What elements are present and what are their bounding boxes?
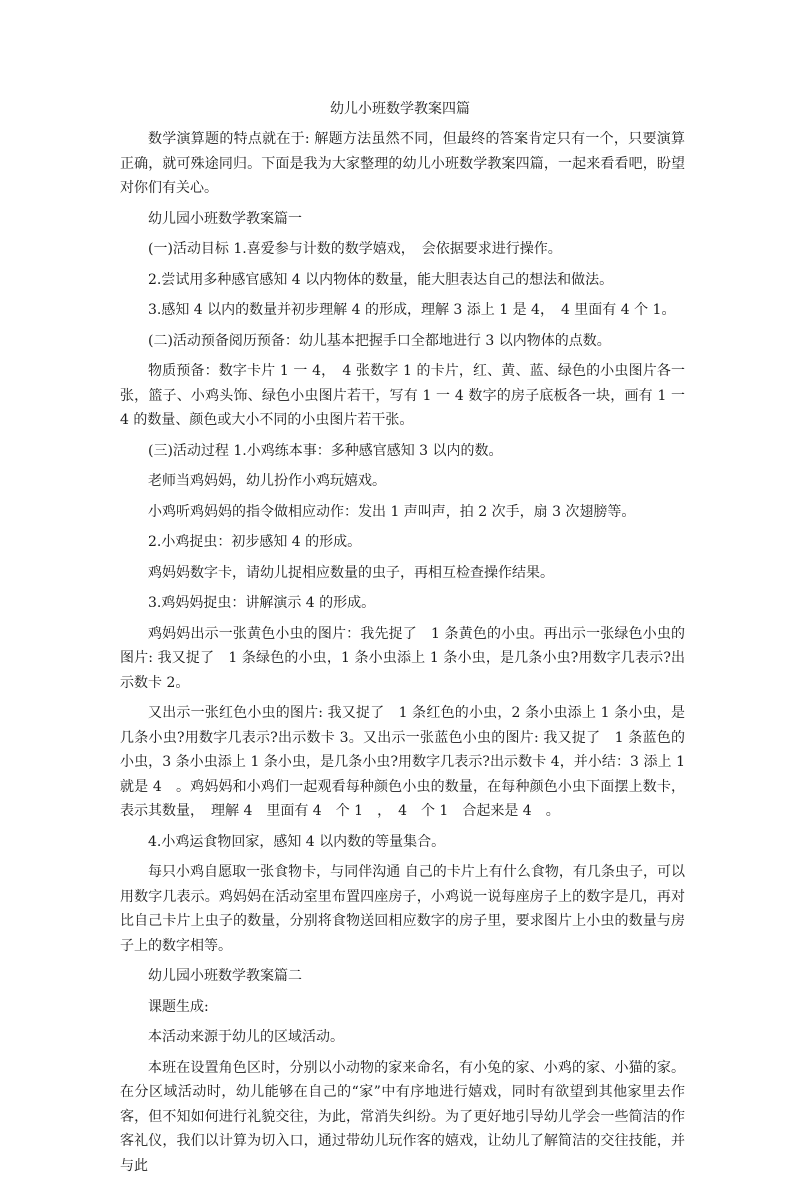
paragraph-goal-2: 2.尝试用多种感官感知 4 以内物体的数量，能大胆表达自己的想法和做法。 <box>120 268 685 293</box>
paragraph-number-cards: 鸡妈妈数字卡，请幼儿捉相应数量的虫子，再相互检查操作结果。 <box>120 561 685 586</box>
paragraph-process-1: (三)活动过程 1.小鸡练本事：多种感官感知 3 以内的数。 <box>120 439 685 464</box>
paragraph-process-2: 2.小鸡捉虫：初步感知 4 的形成。 <box>120 530 685 555</box>
paragraph-goal-1: (一)活动目标 1.喜爱参与计数的数学嬉戏， 会依据要求进行操作。 <box>120 237 685 262</box>
paragraph-teacher-role: 老师当鸡妈妈，幼儿扮作小鸡玩嬉戏。 <box>120 469 685 494</box>
paragraph-instructions: 小鸡听鸡妈妈的指令做相应动作：发出 1 声叫声，拍 2 次手，扇 3 次翅膀等。 <box>120 500 685 525</box>
paragraph-goal-3: 3.感知 4 以内的数量并初步理解 4 的形成，理解 3 添上 1 是 4， 4 里面有 4 个 1。 <box>120 298 685 323</box>
paragraph-food-cards: 每只小鸡自愿取一张食物卡，与同伴沟通 自己的卡片上有什么食物，有几条虫子，可以用数字几表示。鸡妈妈在活动室里布置四座房子，小鸡说一说每座房子上的数字是几，再对比自己卡片上虫子的数量，分别将食物送回相应数字的房子里，要求图片上小虫的数量与房子上的数字相等。 <box>120 860 685 958</box>
paragraph-topic-label: 课题生成: <box>120 995 685 1020</box>
document-title: 幼儿小班数学教案四篇 <box>0 99 800 119</box>
paragraph-process-4: 4.小鸡运食物回家，感知 4 以内数的等量集合。 <box>120 830 685 855</box>
paragraph-materials: 物质预备：数字卡片 1 一 4， 4 张数字 1 的卡片，红、黄、蓝、绿色的小虫图片各一张，篮子、小鸡头饰、绿色小虫图片若干，写有 1 一 4 数字的房子底板各一块，画有 1 一 4 的数量、颜色或大小不同的小虫图片若干张。 <box>120 359 685 433</box>
paragraph-intro: 数学演算题的特点就在于: 解题方法虽然不同，但最终的答案肯定只有一个，只要演算正确，就可殊途同归。下面是我为大家整理的幼儿小班数学教案四篇，一起来看看吧，盼望对你们有关心。 <box>120 127 685 201</box>
document-body <box>120 127 685 1178</box>
paragraph-demo-red-blue: 又出示一张红色小虫的图片: 我又捉了 1 条红色的小虫，2 条小虫添上 1 条小虫，是几条小虫?用数字几表示?出示数卡 3。又出示一张蓝色小虫的图片: 我又捉了 1 条蓝色的小虫，3 条小虫添上 1 条小虫，是几条小虫?用数字几表示?出示数卡 4，并小结：3 添上 1 就是 4 。鸡妈妈和小鸡们一起观看每种颜色小虫的数量，在每种颜色小虫下面摆上数卡，表示其数量， 理解 4 里面有 4 个 1 ， 4 个 1 合起来是 4 。 <box>120 701 685 824</box>
section-heading-2: 幼儿园小班数学教案篇二 <box>120 964 685 989</box>
paragraph-preparation: (二)活动预备阅历预备：幼儿基本把握手口全都地进行 3 以内物体的点数。 <box>120 329 685 354</box>
paragraph-process-3: 3.鸡妈妈捉虫：讲解演示 4 的形成。 <box>120 591 685 616</box>
paragraph-demo-yellow-green: 鸡妈妈出示一张黄色小虫的图片：我先捉了 1 条黄色的小虫。再出示一张绿色小虫的图片: 我又捉了 1 条绿色的小虫，1 条小虫添上 1 条小虫，是几条小虫?用数字几表示?出示数卡 2。 <box>120 622 685 696</box>
section-heading-1: 幼儿园小班数学教案篇一 <box>120 207 685 232</box>
paragraph-background: 本班在设置角色区时，分别以小动物的家来命名，有小兔的家、小鸡的家、小猫的家。在分区域活动时，幼儿能够在自己的“家”中有序地进行嬉戏，同时有欲望到其他家里去作客，但不知如何进行礼貌交往，为此，常消失纠纷。为了更好地引导幼儿学会一些简洁的作客礼仪，我们以计算为切入口，通过带幼儿玩作客的嬉戏，让幼儿了解简洁的交往技能，并与此 <box>120 1056 685 1178</box>
paragraph-topic-source: 本活动来源于幼儿的区域活动。 <box>120 1025 685 1050</box>
